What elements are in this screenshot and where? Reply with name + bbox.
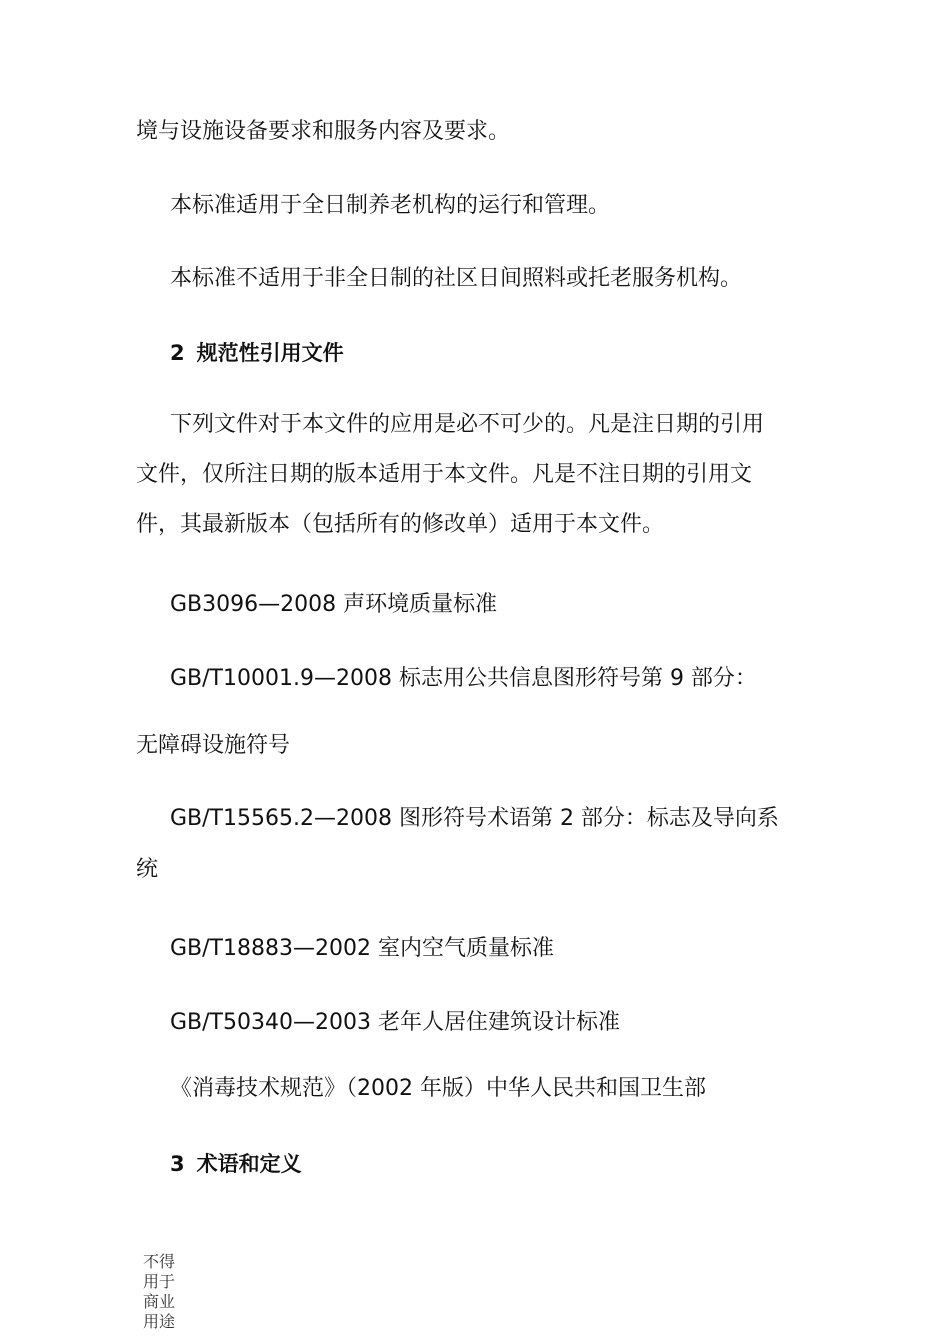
paragraph-references-line-1: 下列文件对于本文件的应用是必不可少的。凡是注日期的引用 bbox=[170, 412, 765, 437]
reference-gbt18883: GB/T18883—2002 室内空气质量标准 bbox=[170, 936, 554, 961]
reference-gbt10001-line-2: 无障碍设施符号 bbox=[136, 733, 291, 758]
paragraph-scope-continuation: 境与设施设备要求和服务内容及要求。 bbox=[136, 119, 511, 144]
watermark-text: 不得用于商业用途 bbox=[143, 1252, 176, 1331]
section-2-heading bbox=[170, 339, 344, 367]
reference-gbt50340: GB/T50340—2003 老年人居住建筑设计标准 bbox=[170, 1010, 620, 1035]
section-2-title: 规范性引用文件 bbox=[196, 341, 344, 365]
section-3-heading bbox=[170, 1150, 302, 1178]
reference-gbt10001-line-1: GB/T10001.9—2008 标志用公共信息图形符号第 9 部分： bbox=[170, 666, 757, 691]
reference-disinfection-spec: 《消毒技术规范》（2002 年版）中华人民共和国卫生部 bbox=[170, 1076, 706, 1101]
section-2-number: 2 bbox=[170, 341, 185, 365]
reference-gb3096: GB3096—2008 声环境质量标准 bbox=[170, 592, 498, 617]
paragraph-references-line-3: 件，其最新版本（包括所有的修改单）适用于本文件。 bbox=[136, 512, 665, 537]
paragraph-references-line-2: 文件，仅所注日期的版本适用于本文件。凡是不注日期的引用文 bbox=[136, 462, 753, 487]
section-3-title: 术语和定义 bbox=[196, 1152, 302, 1176]
paragraph-applicability: 本标准适用于全日制养老机构的运行和管理。 bbox=[170, 193, 611, 218]
reference-gbt15565-line-2: 统 bbox=[136, 857, 159, 882]
paragraph-non-applicability: 本标准不适用于非全日制的社区日间照料或托老服务机构。 bbox=[170, 266, 743, 291]
reference-gbt15565-line-1: GB/T15565.2—2008 图形符号术语第 2 部分：标志及导向系 bbox=[170, 806, 779, 831]
section-3-number: 3 bbox=[170, 1152, 185, 1176]
